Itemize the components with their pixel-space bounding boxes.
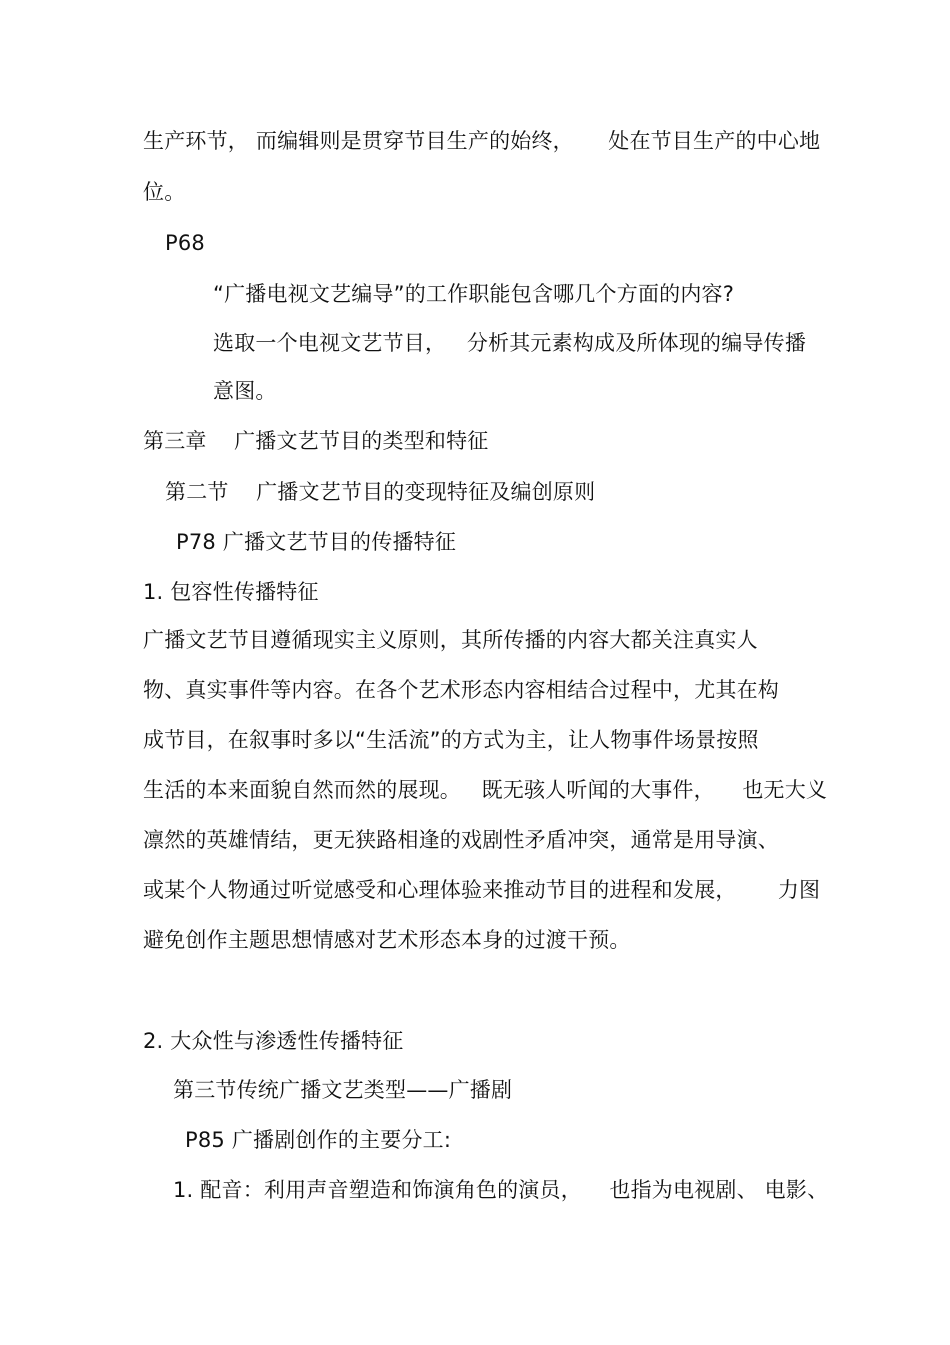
paragraph-line: 避免创作主题思想情感对艺术形态本身的过渡干预。 bbox=[143, 928, 631, 952]
chapter-heading: 第三章 广播文艺节目的类型和特征 bbox=[143, 429, 489, 453]
paragraph-line: 或某个人物通过听觉感受和心理体验来推动节目的进程和发展， 力图 bbox=[143, 878, 821, 902]
paragraph-line: 物、真实事件等内容。在各个艺术形态内容相结合过程中，尤其在构 bbox=[143, 678, 779, 702]
page-reference: P85 广播剧创作的主要分工: bbox=[185, 1128, 452, 1152]
paragraph-line: 凛然的英雄情结，更无狭路相逢的戏剧性矛盾冲突，通常是用导演、 bbox=[143, 828, 779, 852]
section-heading: 第二节 广播文艺节目的变现特征及编创原则 bbox=[165, 480, 596, 504]
numbered-item: 2. 大众性与渗透性传播特征 bbox=[143, 1029, 404, 1053]
numbered-item: 1. 配音：利用声音塑造和饰演角色的演员， 也指为电视剧、 电影、 bbox=[173, 1178, 829, 1202]
question-line: “广播电视文艺编导”的工作职能包含哪几个方面的内容? bbox=[213, 282, 735, 306]
text-line: 位。 bbox=[143, 180, 186, 204]
paragraph-line: 生活的本来面貌自然而然的展现。 既无骇人听闻的大事件， 也无大义 bbox=[143, 778, 828, 802]
page-reference: P78 广播文艺节目的传播特征 bbox=[176, 530, 457, 554]
text-line: 生产环节， 而编辑则是贯穿节目生产的始终， 处在节目生产的中心地 bbox=[143, 129, 821, 153]
numbered-item: 1. 包容性传播特征 bbox=[143, 580, 319, 604]
question-line: 意图。 bbox=[213, 379, 277, 403]
section-heading: 第三节传统广播文艺类型——广播剧 bbox=[173, 1078, 513, 1102]
paragraph-line: 成节目，在叙事时多以“生活流”的方式为主，让人物事件场景按照 bbox=[143, 728, 759, 752]
paragraph-line: 广播文艺节目遵循现实主义原则，其所传播的内容大都关注真实人 bbox=[143, 628, 758, 652]
question-line: 选取一个电视文艺节目， 分析其元素构成及所体现的编导传播 bbox=[213, 331, 807, 355]
page-reference: P68 bbox=[165, 231, 205, 255]
